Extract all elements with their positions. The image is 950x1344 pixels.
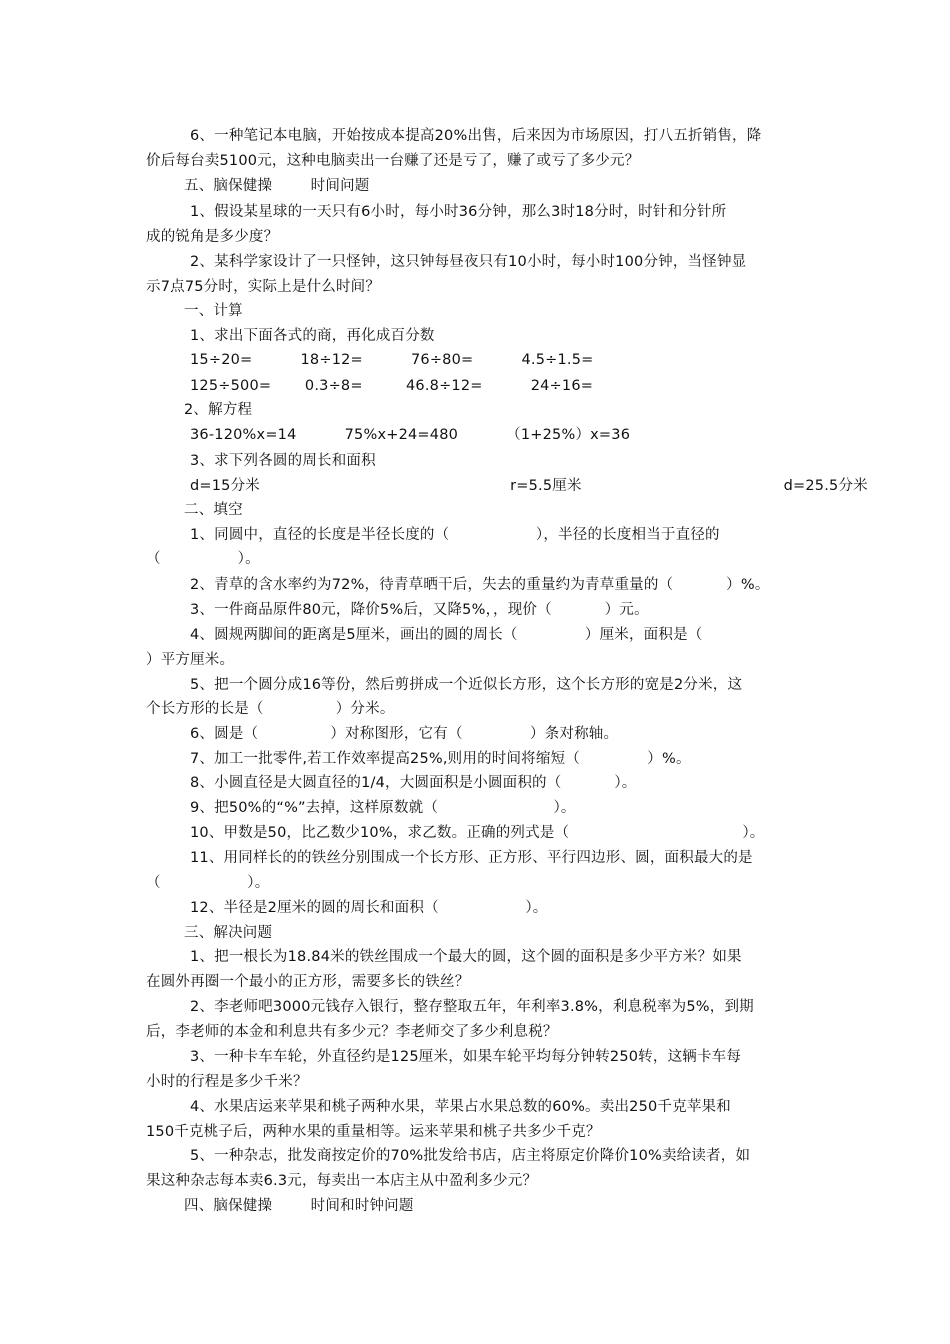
equation-row: 36-120%x=14 75%x+24=480 （1+25%）x=36 <box>190 427 631 443</box>
clock-problem-2-line-1: 2、某科学家设计了一只怪钟，这只钟每昼夜只有10小时，每小时100分钟，当怪钟显 <box>190 254 747 270</box>
solve-2-line-2: 后，李老师的本金和利息共有多少元？李老师交了多少利息税？ <box>146 1024 558 1040</box>
solve-5-line-2: 果这种杂志每本卖6.3元，每卖出一本店主从中盈利多少元？ <box>146 1173 538 1189</box>
calc-row-1: 15÷20= 18÷12= 76÷80= 4.5÷1.5= <box>190 352 594 368</box>
fill-1-line-2: （ ）。 <box>146 551 260 567</box>
fill-11-line-2: （ ）。 <box>146 875 270 891</box>
section-3-heading: 三、解决问题 <box>184 925 273 941</box>
fill-5-line-2: 个长方形的长是（ ）分米。 <box>146 701 395 717</box>
fill-4-line-1: 4、圆规两脚间的距离是5厘米，画出的圆的周长（ ）厘米，面积是（ <box>190 627 703 643</box>
solve-3-line-1: 3、一种卡车车轮，外直径约是125厘米，如果车轮平均每分钟转250转，这辆卡车每 <box>190 1049 742 1065</box>
problem-6-line-1: 6、一种笔记本电脑，开始按成本提高20%出售，后来因为市场原因，打八五折销售，降 <box>190 128 762 144</box>
fill-11-line-1: 11、用同样长的的铁丝分别围成一个长方形、正方形、平行四边形、圆，面积最大的是 <box>190 850 753 866</box>
fill-4-line-2: ）平方厘米。 <box>146 652 235 668</box>
solve-3-line-2: 小时的行程是多少千米？ <box>146 1074 308 1090</box>
fill-2: 2、青草的含水率约为72%，待青草晒干后，失去的重量约为青草重量的（ ）%。 <box>190 577 770 593</box>
fill-5-line-1: 5、把一个圆分成16等份，然后剪拼成一个近似长方形，这个长方形的宽是2分米，这 <box>190 677 743 693</box>
fill-1-line-1: 1、同圆中，直径的长度是半径长度的（ ），半径的长度相当于直径的 <box>190 527 720 543</box>
section-1-heading: 一、计算 <box>184 303 243 319</box>
section-2-heading: 二、填空 <box>184 502 243 518</box>
fill-12: 12、半径是2厘米的圆的周长和面积（ ）。 <box>190 900 548 916</box>
solve-1-line-2: 在圆外再圈一个最小的正方形，需要多长的铁丝？ <box>146 974 470 990</box>
calc-instruction-1: 1、求出下面各式的商，再化成百分数 <box>190 328 435 344</box>
solve-2-line-1: 2、李老师吧3000元钱存入银行，整存整取五年，年利率3.8%，利息税率为5%，到期 <box>190 999 754 1015</box>
clock-problem-1-line-1: 1、假设某星球的一天只有6小时，每小时36分钟，那么3时18分时，时针和分针所 <box>190 204 727 220</box>
fill-9: 9、把50%的“%”去掉，这样原数就（ ）。 <box>190 800 576 816</box>
section-5-heading: 五、脑保健操 时间问题 <box>184 178 370 194</box>
solve-1-line-1: 1、把一根长为18.84米的铁丝围成一个最大的圆，这个圆的面积是多少平方米？如果 <box>190 949 742 965</box>
section-4-heading: 四、脑保健操 时间和时钟问题 <box>184 1198 414 1214</box>
fill-7: 7、加工一批零件,若工作效率提高25%,则用的时间将缩短（ ）%。 <box>190 751 691 767</box>
fill-8: 8、小圆直径是大圆直径的1/4，大圆面积是小圆面积的（ ）。 <box>190 775 637 791</box>
fill-6: 6、圆是（ ）对称图形，它有（ ）条对称轴。 <box>190 726 619 742</box>
calc-row-2: 125÷500= 0.3÷8= 46.8÷12= 24÷16= <box>190 378 594 394</box>
solve-4-line-1: 4、水果店运来苹果和桃子两种水果，苹果占水果总数的60%。卖出250千克苹果和 <box>190 1099 731 1115</box>
fill-10: 10、甲数是50，比乙数少10%，求乙数。正确的列式是（ ）。 <box>190 825 765 841</box>
problem-6-line-2: 价后每台卖5100元，这种电脑卖出一台赚了还是亏了，赚了或亏了多少元？ <box>146 153 640 169</box>
clock-problem-1-line-2: 成的锐角是多少度？ <box>146 229 279 245</box>
clock-problem-2-line-2: 示7点75分时，实际上是什么时间？ <box>146 279 381 295</box>
solve-4-line-2: 150千克桃子后，两种水果的重量相等。运来苹果和桃子共多少千克？ <box>146 1124 601 1140</box>
circle-row: d=15分米 r=5.5厘米 d=25.5分米 <box>190 478 868 494</box>
fill-3: 3、一件商品原件80元，降价5%后，又降5%，，现价（ ）元。 <box>190 602 649 618</box>
calc-instruction-2: 2、解方程 <box>184 402 253 418</box>
calc-instruction-3: 3、求下列各圆的周长和面积 <box>190 453 376 469</box>
solve-5-line-1: 5、一种杂志，批发商按定价的70%批发给书店，店主将原定价降价10%卖给读者，如 <box>190 1148 751 1164</box>
